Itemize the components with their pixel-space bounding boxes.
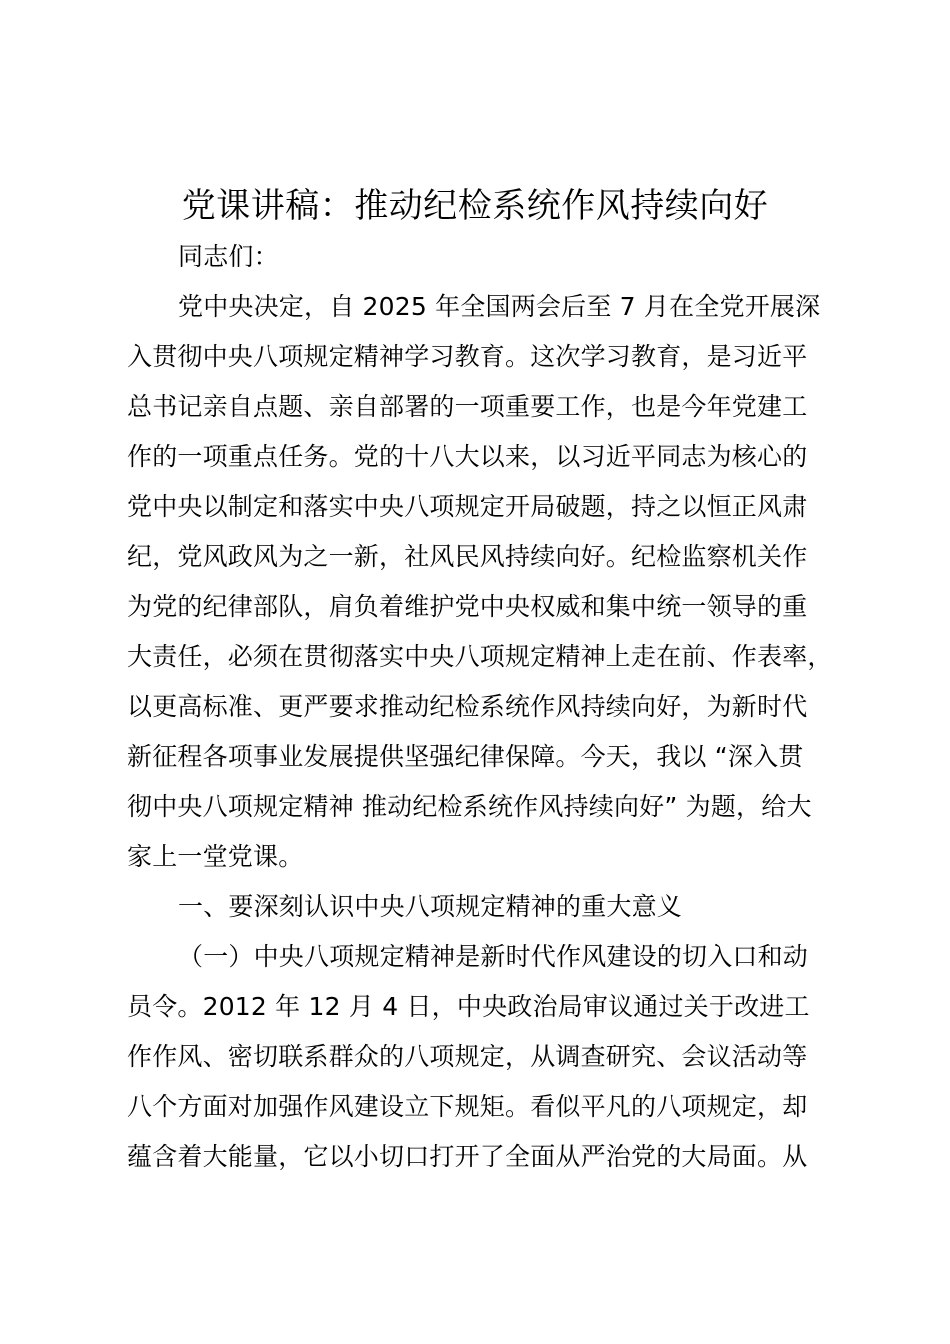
paragraph-line: 大责任，必须在贯彻落实中央八项规定精神上走在前、作表率， bbox=[127, 642, 833, 671]
paragraph-line: 总书记亲自点题、亲自部署的一项重要工作，也是今年党建工 bbox=[127, 392, 808, 421]
document-title: 党课讲稿：推动纪检系统作风持续向好 bbox=[181, 186, 769, 226]
salutation: 同志们： bbox=[178, 242, 279, 271]
paragraph-line: 党中央决定，自 2025 年全国两会后至 7 月在全党开展深 bbox=[178, 292, 821, 321]
paragraph-line: 纪，党风政风为之一新，社风民风持续向好。纪检监察机关作 bbox=[127, 542, 808, 571]
paragraph-line: 家上一堂党课。 bbox=[127, 842, 304, 871]
paragraph-line: 蕴含着大能量，它以小切口打开了全面从严治党的大局面。从 bbox=[127, 1142, 808, 1171]
paragraph-line: 入贯彻中央八项规定精神学习教育。这次学习教育，是习近平 bbox=[127, 342, 808, 371]
paragraph-line: 以更高标准、更严要求推动纪检系统作风持续向好，为新时代 bbox=[127, 692, 808, 721]
paragraph-line: 新征程各项事业发展提供坚强纪律保障。今天，我以 “深入贯 bbox=[127, 742, 804, 771]
section-heading: 一、要深刻认识中央八项规定精神的重大意义 bbox=[178, 892, 683, 921]
paragraph-line: 八个方面对加强作风建设立下规矩。看似平凡的八项规定，却 bbox=[127, 1092, 808, 1121]
paragraph-line: 作作风、密切联系群众的八项规定，从调查研究、会议活动等 bbox=[127, 1042, 808, 1071]
paragraph-line: 作的一项重点任务。党的十八大以来，以习近平同志为核心的 bbox=[127, 442, 808, 471]
paragraph-line: 彻中央八项规定精神 推动纪检系统作风持续向好” 为题，给大 bbox=[127, 792, 812, 821]
paragraph-line: （一）中央八项规定精神是新时代作风建设的切入口和动 bbox=[178, 942, 809, 971]
paragraph-line: 员令。2012 年 12 月 4 日，中央政治局审议通过关于改进工 bbox=[127, 992, 810, 1021]
paragraph-line: 为党的纪律部队，肩负着维护党中央权威和集中统一领导的重 bbox=[127, 592, 808, 621]
paragraph-line: 党中央以制定和落实中央八项规定开局破题，持之以恒正风肃 bbox=[127, 492, 808, 521]
